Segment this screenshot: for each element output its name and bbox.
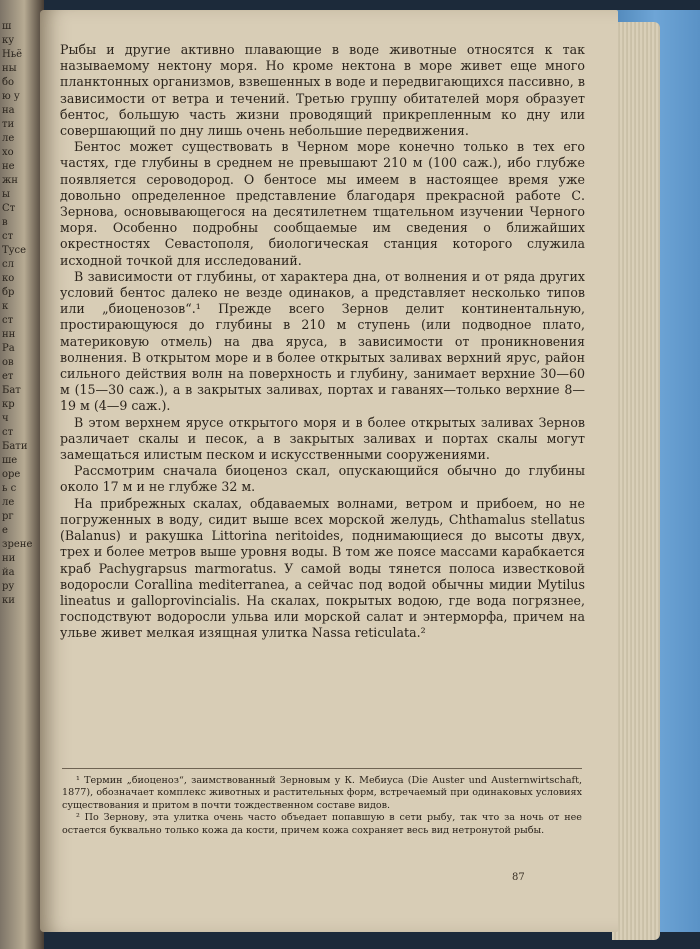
left-page-fragment: рг [2, 511, 14, 522]
left-page-fragment: Ньё [2, 49, 23, 60]
left-page-fragment: йа [2, 567, 15, 578]
left-page-fragment: е [2, 525, 8, 536]
left-page-fragment: кр [2, 399, 15, 410]
left-page-fragment: в [2, 217, 8, 228]
paragraph-1: Рыбы и другие активно плавающие в воде животные относятся к так называемому нектону моря. Но кроме нектона в море живет еще много планктонных организмов, взвешенных в воде и передвигающихся пассивно, в зависимости от ветра и течений. Третью группу обитателей моря образует бентос, большую часть жизни проводящий прикрепленным ко дну или совершающий по дну лишь очень небольшие передвижения. [60, 42, 585, 139]
left-page-fragment: ст [2, 427, 14, 438]
left-page-fragment: оре [2, 469, 21, 480]
left-page-fragments [2, 20, 34, 920]
footnotes [62, 768, 582, 837]
left-page-fragment: жн [2, 175, 18, 186]
left-page-fragment: Тусе [2, 245, 27, 256]
left-page-fragment: к [2, 301, 9, 312]
left-page-fragment: нн [2, 329, 16, 340]
left-page-fragment: Бат [2, 385, 21, 396]
paragraph-4: В этом верхнем ярусе открытого моря и в более открытых заливах Зернов различает скалы и песок, а в закрытых заливах и портах скалы могут замещаться илистым песком и искусственными сооружениями. [60, 414, 585, 463]
left-page-fragment: бр [2, 287, 15, 298]
left-page-fragment: ш [2, 21, 12, 32]
page-edges [612, 22, 660, 940]
left-page-fragment: ше [2, 455, 18, 466]
footnote-2: ² По Зернову, эта улитка очень часто объедает попавшую в сети рыбу, так что за ночь от нее остается буквально только кожа да кости, причем кожа сохраняет весь вид нетронутой рыбы. [62, 812, 582, 836]
left-page-fragment: ет [2, 371, 14, 382]
left-page-fragment: на [2, 105, 15, 116]
main-text [60, 42, 585, 642]
left-page-fragment: ю у [2, 91, 20, 102]
footnote-1: ¹ Термин „биоценоз“, заимствованный Зерновым у К. Мебиуса (Die Auster und Austernwirtschaft, 1877), обозначает комплекс животных и растительных форм, встречаемый при одинаковых условиях существования и притом в почти тождественном составе видов. [62, 775, 582, 811]
left-page-fragment: бо [2, 77, 15, 88]
left-page-fragment: ст [2, 231, 14, 242]
left-page-fragment: хо [2, 147, 14, 158]
left-page-fragment: ь с [2, 483, 17, 494]
left-page-fragment: ле [2, 497, 15, 508]
left-page-fragment: ку [2, 35, 15, 46]
left-page-fragment: Ст [2, 203, 16, 214]
left-page-fragment: ле [2, 133, 15, 144]
paragraph-6: На прибрежных скалах, обдаваемых волнами, ветром и прибоем, но не погруженных в воду, сидит выше всех морской желудь, Chthamalus stellatus (Balanus) и ракушка Littorina neritoides, поднимающиеся до высоты двух, трех и более метров выше уровня воды. В том же поясе массами карабкается краб Pachygrapsus marmoratus. У самой воды тянется полоса известковой водоросли Corallina mediterranea, а сейчас под водой обычны мидии Mytilus lineatus и galloprovincialis. На скалах, покрытых водою, где вода погрязнее, господствуют водоросли ульва или морской салат и энтерморфа, причем на ульве живет мелкая изящная улитка Nassa reticulata.² [60, 495, 585, 641]
left-page-fragment: ч [2, 413, 9, 424]
left-page-fragment: сл [2, 259, 14, 270]
left-page-fragment: ов [2, 357, 14, 368]
left-page-fragment: ру [2, 581, 15, 592]
page-number: 87 [512, 872, 525, 883]
left-page-fragment: ко [2, 273, 15, 284]
left-page-fragment: ст [2, 315, 14, 326]
paragraph-2: Бентос может существовать в Черном море конечно только в тех его частях, где глубины в среднем не превышают 210 м (100 саж.), ибо глубже появляется сероводород. О бентосе мы имеем в настоящее время уже довольно определенное представление благодаря прекрасной работе С. Зернова, основывающегося на десятилетнем тщательном изучении Черного моря. Особенно подробны сообщаемые им сведения о ближайших окрестностях Севастополя, биологическая станция которого служила исходной точкой для исследований. [60, 139, 585, 268]
left-page-edge [0, 0, 44, 949]
left-page-fragment: ки [2, 595, 15, 606]
paragraph-3: В зависимости от глубины, от характера дна, от волнения и от ряда других условий бентос далеко не везде одинаков, а представляет несколько типов или „биоценозов“.¹ Прежде всего Зернов делит континентальную, простирающуюся до глубины в 210 м ступень (или подводное плато, материковую отмель) на два яруса, в зависимости от проникновения волнения. В открытом море и в более открытых заливах верхний ярус, район сильного действия волн на поверхность и глубину, занимает верхние 30—60 м (15—30 саж.), а в закрытых заливах, портах и гаванях—только верхние 8—19 м (4—9 саж.). [60, 268, 585, 414]
paragraph-5: Рассмотрим сначала биоценоз скал, опускающийся обычно до глубины около 17 м и не глубже 32 м. [60, 463, 585, 495]
left-page-fragment: не [2, 161, 15, 172]
left-page-fragment: Ра [2, 343, 15, 354]
left-page-fragment: Бати [2, 441, 28, 452]
left-page-fragment: ти [2, 119, 15, 130]
left-page-fragment: ны [2, 63, 17, 74]
left-page-fragment: ы [2, 189, 10, 200]
left-page-fragment: зрене [2, 539, 33, 550]
left-page-fragment: ни [2, 553, 16, 564]
